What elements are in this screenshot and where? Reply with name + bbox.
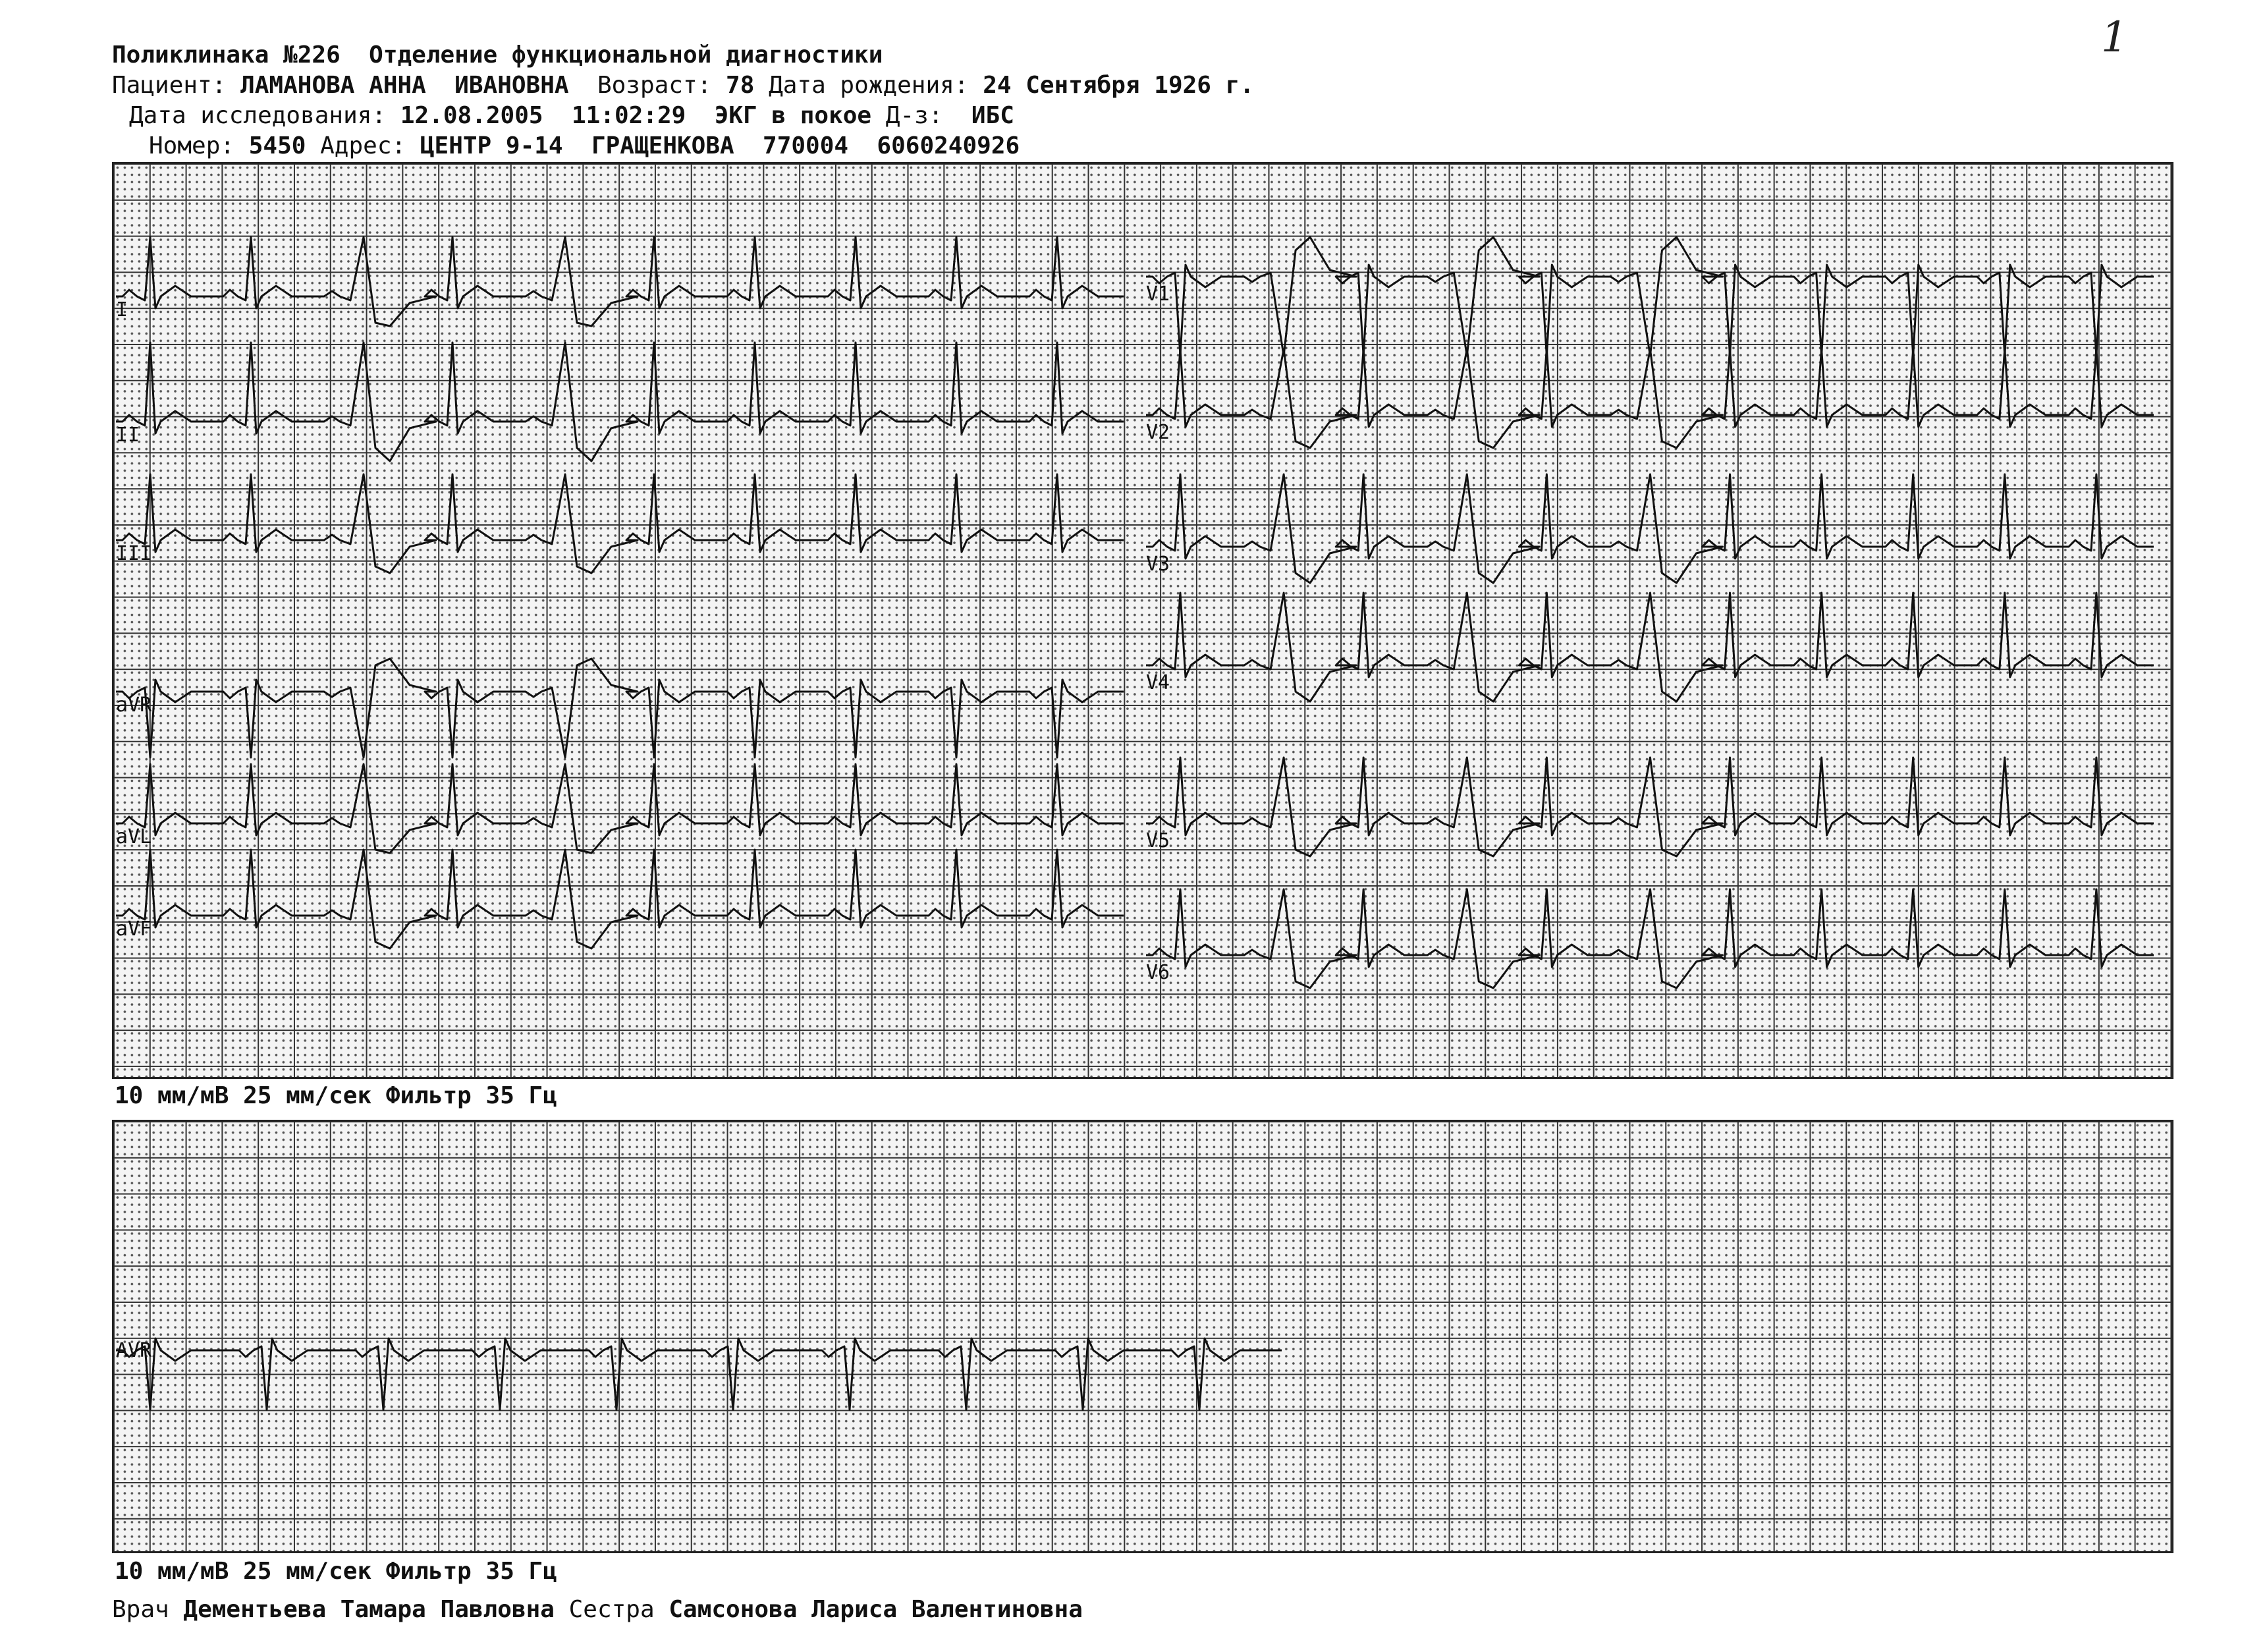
- header-line-2: [112, 72, 1254, 99]
- age-value: 78: [726, 72, 755, 99]
- dob-label: Дата рождения:: [769, 72, 969, 99]
- lead-label-I: I: [116, 298, 128, 321]
- lead-label-V3: V3: [1146, 553, 1170, 576]
- exam-date-value: 12.08.2005: [400, 102, 543, 129]
- lead-label-AVR: AVR: [116, 1339, 152, 1362]
- exam-time-value: 11:02:29: [571, 102, 686, 129]
- settings-bottom: 10 мм/мВ 25 мм/сек Фильтр 35 Гц: [115, 1558, 557, 1585]
- header-line-4: [149, 133, 1020, 159]
- exam-type: ЭКГ в покое: [714, 102, 872, 129]
- clinic-name: Поликлинака №226: [112, 41, 341, 69]
- number-label: Номер:: [149, 132, 235, 159]
- lead-label-V1: V1: [1146, 283, 1170, 306]
- lead-label-III: III: [116, 542, 152, 565]
- lead-label-aVL: aVL: [116, 825, 152, 848]
- header-line-3: [129, 103, 1014, 129]
- diagnosis-value: ИБС: [971, 102, 1014, 129]
- lead-label-V4: V4: [1146, 671, 1170, 694]
- lead-label-V5: V5: [1146, 829, 1170, 852]
- ecg-grid-top: [112, 162, 2173, 1079]
- department-name: Отделение функциональной диагностики: [369, 41, 883, 69]
- lead-label-aVR: aVR: [116, 694, 152, 717]
- footer-signatures: [112, 1597, 1083, 1623]
- age-label: Возраст:: [597, 72, 712, 99]
- nurse-label: Сестра: [568, 1596, 655, 1623]
- lead-label-II: II: [116, 424, 140, 447]
- ecg-grid-bottom: [112, 1120, 2173, 1553]
- nurse-name: Самсонова Лариса Валентиновна: [669, 1596, 1083, 1623]
- doctor-label: Врач: [112, 1596, 169, 1623]
- page-number: 1: [2101, 13, 2128, 62]
- settings-top: 10 мм/мВ 25 мм/сек Фильтр 35 Гц: [115, 1082, 557, 1109]
- dob-value: 24 Сентября 1926 г.: [983, 72, 1254, 99]
- address-value: ЦЕНТР 9-14 ГРАЩЕНКОВА 770004 6060240926: [420, 132, 1020, 159]
- address-label: Адрес:: [320, 132, 406, 159]
- patient-name: ЛАМАНОВА АННА ИВАНОВНА: [240, 72, 569, 99]
- lead-label-V2: V2: [1146, 421, 1170, 444]
- header-line-1: [112, 42, 883, 69]
- exam-date-label: Дата исследования:: [129, 102, 387, 129]
- diagnosis-label: Д-з:: [885, 102, 943, 129]
- doctor-name: Дементьева Тамара Павловна: [183, 1596, 555, 1623]
- number-value: 5450: [248, 132, 306, 159]
- lead-label-aVF: aVF: [116, 918, 152, 941]
- lead-label-V6: V6: [1146, 961, 1170, 984]
- patient-label: Пациент:: [112, 72, 227, 99]
